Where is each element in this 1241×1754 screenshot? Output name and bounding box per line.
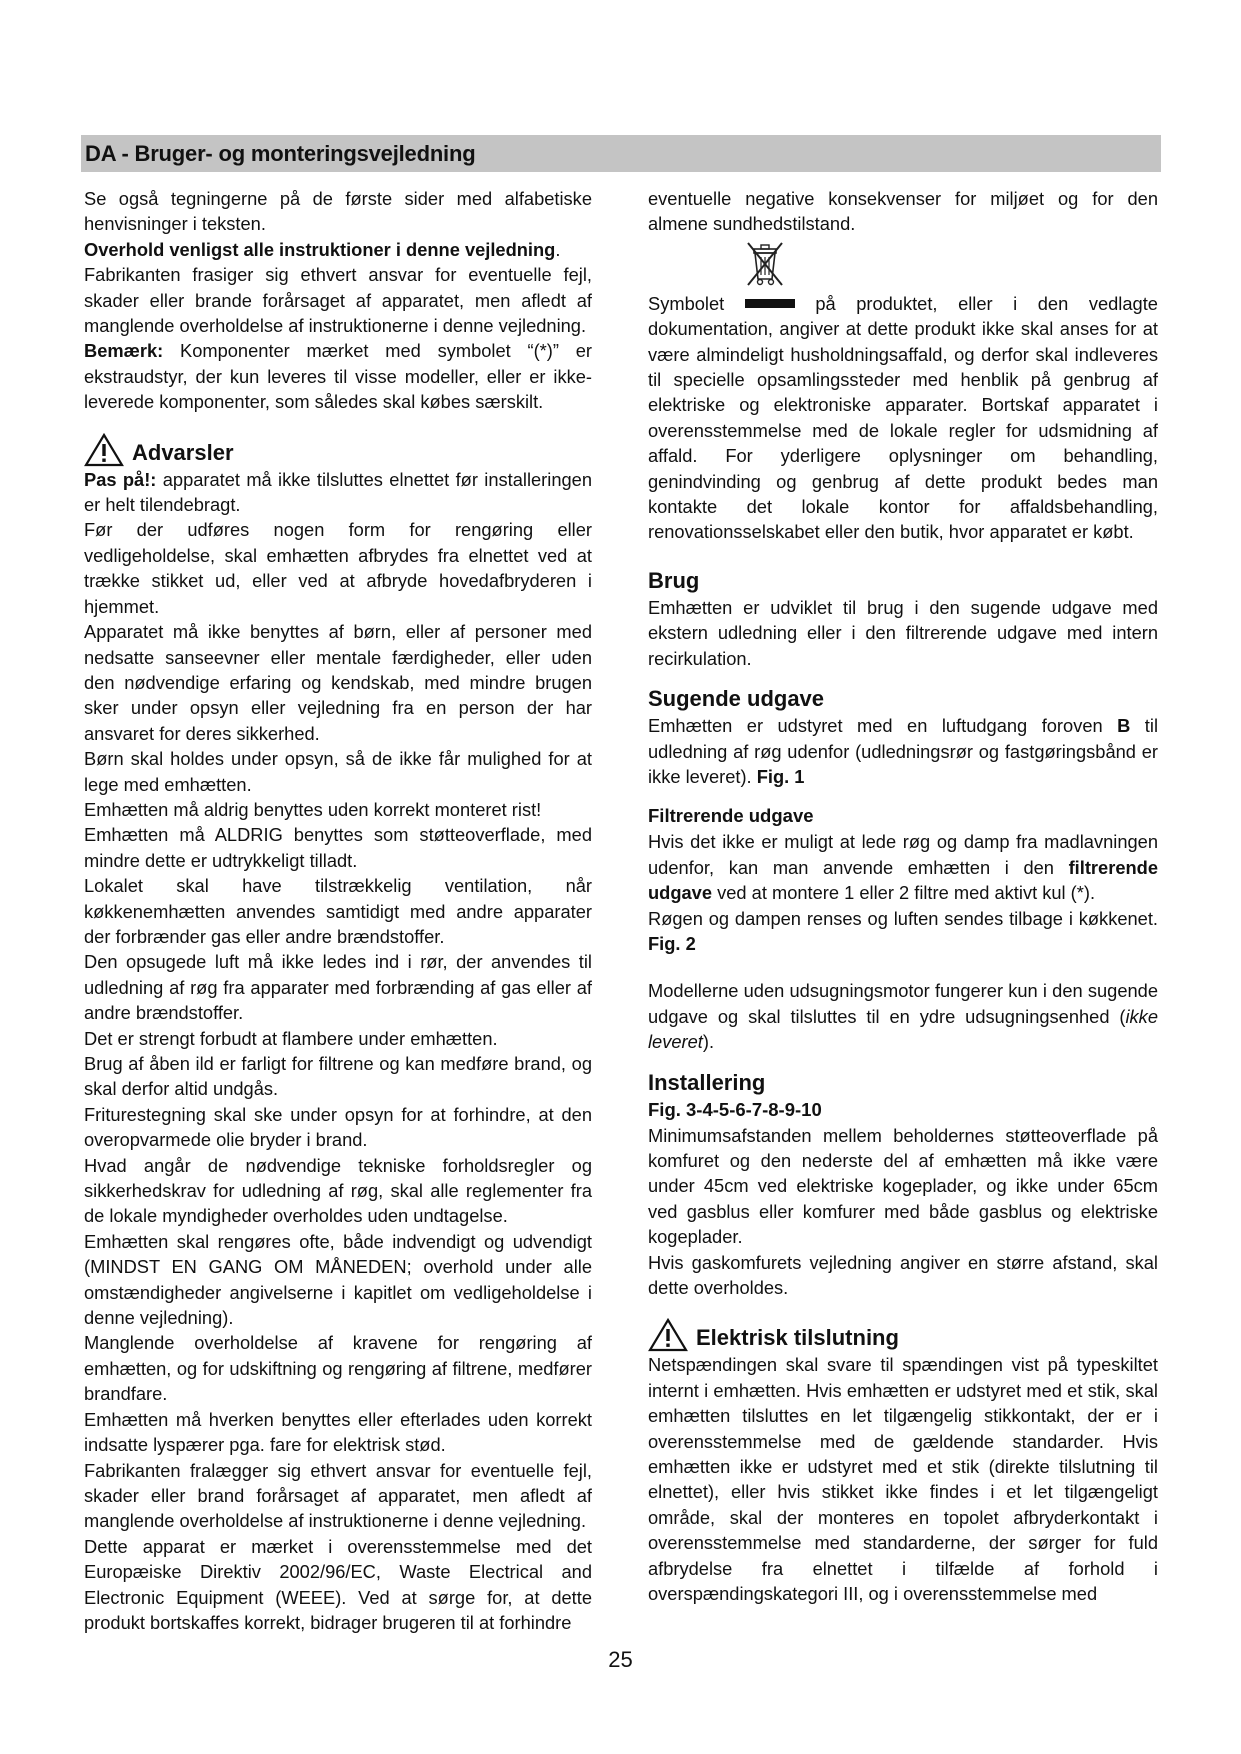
install-text: Minimumsafstanden mellem beholdernes støtteoverflade på komfuret og den nederste del af emhætten må ikke være under 45cm ved elektriske kogeplader, og ikke under 65cm ved gasblus eller komfurer med både gasblus og elektriske kogeplader. [648, 1124, 1158, 1248]
filtrerende-text-c: Røgen og dampen renses og luften sendes tilbage i køkkenet. [648, 907, 1158, 929]
symbol-word: i [1013, 292, 1018, 314]
warnings-heading [84, 433, 592, 467]
symbol-word: produktet, [856, 292, 938, 314]
caution-text: apparatet må ikke tilsluttes elnettet før installeringen er helt tilendebragt. [84, 468, 592, 516]
brug-text: Emhætten er udviklet til brug i den sugende udgave med ekstern udledning eller i den filtrerende udgave med intern recirkulation. [648, 596, 1158, 669]
symbol-text: dokumentation, angiver at dette produkt ikke skal anses for at være almindeligt husholdningsaffald, og derfor skal indleveres til specielle opsamlingssteder med henblik på genbrug af elektriske og elektroniske apparater. Bortskaf apparatet i overensstemmelse med de lokale regler for udsmidning af affald. For yderligere oplysninger om behandling, genindvinding og genbrug af dette produkt bedes man kontakte det lokale kontor for affaldsbehandling, renovationsselskabet eller den butik, hvor apparatet er købt. [648, 318, 1158, 543]
bold-instruction: Overhold venligst alle instruktioner i denne vejledning [84, 238, 556, 260]
modeller-end: ). [702, 1031, 715, 1053]
weee-continued-text: eventuelle negative konsekvenser for miljøet og for den almene sundhedstilstand. [648, 188, 1158, 235]
warning-paragraph: Før der udføres nogen form for rengøring eller vedligeholdelse, skal emhætten afbrydes fra elnettet ved at trække stikket ud, eller ved at afbryde hovedafbryderen i hjemmet. [84, 519, 592, 617]
install-title: Installering [648, 1069, 766, 1095]
bold-instruction-end: . [555, 238, 561, 260]
sugende-text [648, 713, 1158, 789]
warning-paragraph: Det er strengt forbudt at flambere under emhætten. [84, 1027, 498, 1049]
caution-paragraph [84, 467, 592, 518]
install-fig: Fig. 3-4-5-6-7-8-9-10 [648, 1098, 822, 1120]
warning-paragraph: Lokalet skal have tilstrækkelig ventilation, når køkkenemhætten anvendes samtidigt med andre apparater der forbrænder gas eller andre brændstoffer. [84, 875, 592, 947]
filtrerende-fig: Fig. 2 [648, 932, 696, 954]
caution-label: Pas på!: [84, 468, 157, 490]
sugende-title: Sugende udgave [648, 686, 825, 712]
modeller-text [648, 978, 1158, 1054]
elec-text: Netspændingen skal svare til spændingen vist på typeskiltet internt i emhætten. Hvis emhætten er udstyret med et stik, skal emhætten tilsluttes en let tilgængelig stikkontakt, der er i overensstemmelse med de gældende standarder. Hvis emhætten ikke er udstyret med et stik (direkte tilslutning til elnettet), eller hvis stikket ikke findes i et let tilgængeligt område, skal der monteres en topolet afbryderkontakt i overensstemmelse med standarderne, der sørger for fuld afbrydelse fra elnettet i tilfælde af forhold i overspændingskategori III, og i overensstemmelse med [648, 1354, 1158, 1605]
note-text: Komponenter mærket med symbolet “(*)” er ekstraudstyr, der kun leveres til visse modeller, eller er ikke-leverede komponenter, som således skal købes særskilt. [84, 340, 592, 413]
symbol-word: vedlagte [1088, 292, 1158, 314]
symbol-word: Symbolet [648, 292, 725, 314]
page-number: 25 [608, 1647, 633, 1672]
black-bar-symbol [745, 299, 795, 308]
symbol-word: på [815, 292, 836, 314]
elec-title: Elektrisk tilslutning [696, 1325, 899, 1351]
left-column [84, 186, 592, 1635]
sugende-text-b: til udledning af røg udenfor (udledningsrør og fastgøringsbånd er ikke leveret). [648, 715, 1159, 787]
warning-paragraph: Apparatet må ikke benyttes af børn, eller af personer med nedsatte sanseevner eller mentale færdigheder, eller uden den nødvendige erfaring og kendskab, med mindre brugen sker under opsyn eller vejledning fra en person der har ansvaret for deres sikkerhed. [84, 621, 592, 744]
disclaimer-text: Fabrikanten frasiger sig ethvert ansvar for eventuelle fejl, skader eller brande forårsaget af apparatet, men afledt af manglende overholdelse af instruktionerne i denne vejledning. [84, 264, 592, 337]
warning-paragraph: Emhætten må ALDRIG benyttes som støtteoverflade, med mindre dette er udtrykkeligt tilladt. [84, 824, 592, 871]
warning-triangle-icon [648, 1318, 688, 1352]
symbol-word: den [1037, 292, 1069, 314]
note-label: Bemærk: [84, 340, 164, 362]
warnings-title: Advarsler [132, 439, 234, 465]
brug-title: Brug [648, 567, 700, 593]
modeller-main: Modellerne uden udsugningsmotor fungerer kun i den sugende udgave og skal tilsluttes til en ydre udsugningsenhed ( [648, 980, 1158, 1027]
warning-paragraph: Manglende overholdelse af kravene for rengøring af emhætten, og for udskiftning og rengøring af filtrene, medfører brandfare. [84, 1332, 592, 1405]
warning-paragraph: Emhætten må aldrig benyttes uden korrekt monteret rist! [84, 798, 542, 820]
weee-paragraph: Dette apparat er mærket i overensstemmelse med det Europæiske Direktiv 2002/96/EC, Waste Electrical and Electronic Equipment (WEEE). Ved at sørge for, at dette produkt bortskaffes korrekt, bidrager brugeren til at forhindre [84, 1535, 592, 1633]
intro-text: Se også tegningerne på de første sider med alfabetiske henvisninger i teksten. [84, 188, 592, 235]
right-column [648, 186, 1158, 1606]
warning-paragraph: Friturestegning skal ske under opsyn for at forhindre, at den overopvarmede olie bryder i brand. [84, 1103, 592, 1151]
filtrerende-text-a: Hvis det ikke er muligt at lede røg og damp fra madlavningen udenfor, kan man anvende emhætten i den [648, 831, 1158, 878]
sugende-fig: Fig. 1 [756, 765, 805, 787]
warning-paragraph: Hvad angår de nødvendige tekniske forholdsregler og sikkerhedskrav for udledning af røg, skal alle reglementer fra de lokale myndigheder overholdes uden undtagelse. [84, 1154, 592, 1227]
warning-triangle-icon [84, 433, 124, 467]
sugende-text-a: Emhætten er udstyret med en luftudgang foroven [648, 715, 1118, 737]
warning-paragraph: Børn skal holdes under opsyn, så de ikke får mulighed for at lege med emhætten. [84, 748, 592, 795]
modeller-italic: ikke leveret [648, 1005, 1158, 1053]
warning-paragraph: Emhætten skal rengøres ofte, både indvendigt og udvendigt (MINDST EN GANG OM MÅNEDEN; overhold under alle omstændigheder angivelserne i kapitlet om vedligeholdelse i denne vejledning). [84, 1230, 592, 1329]
filtrerende-text-2 [648, 906, 1158, 957]
warning-paragraph: Brug af åben ild er farligt for filtrene og kan medføre brand, og skal derfor altid undgås. [84, 1053, 592, 1100]
filtrerende-text-b: ved at montere 1 eller 2 filtre med aktivt kul (*). [712, 882, 1096, 904]
filtrerende-text [648, 829, 1158, 905]
note-paragraph [84, 338, 592, 414]
sugende-b: B [1117, 715, 1131, 737]
weee-symbol-area [648, 237, 1158, 291]
instruction-paragraph [84, 237, 592, 262]
warning-paragraph: Fabrikanten fralægger sig ethvert ansvar for eventuelle fejl, skader eller brand forårsaget af apparatet, men afledt af manglende overholdelse af instruktionerne i denne vejledning. [84, 1459, 592, 1532]
symbol-line [648, 291, 1158, 316]
warning-paragraph: Emhætten må hverken benyttes eller efterlades uden korrekt indsatte lyspærer pga. fare for elektrisk stød. [84, 1408, 592, 1456]
filtrerende-title: Filtrerende udgave [648, 805, 814, 827]
crossed-bin-icon [742, 239, 788, 289]
install-text-2: Hvis gaskomfurets vejledning angiver en større afstand, skal dette overholdes. [648, 1251, 1158, 1298]
symbol-word: eller [958, 292, 993, 314]
filtrerende-bold: filtrerende udgave [648, 856, 1158, 904]
warning-paragraph: Den opsugede luft må ikke ledes ind i rør, der anvendes til udledning af røg fra apparater med forbrænding af gas eller af andre brændstoffer. [84, 951, 592, 1024]
elec-heading [648, 1318, 1158, 1352]
section-header: DA - Bruger- og monteringsvejledning [81, 135, 1161, 172]
